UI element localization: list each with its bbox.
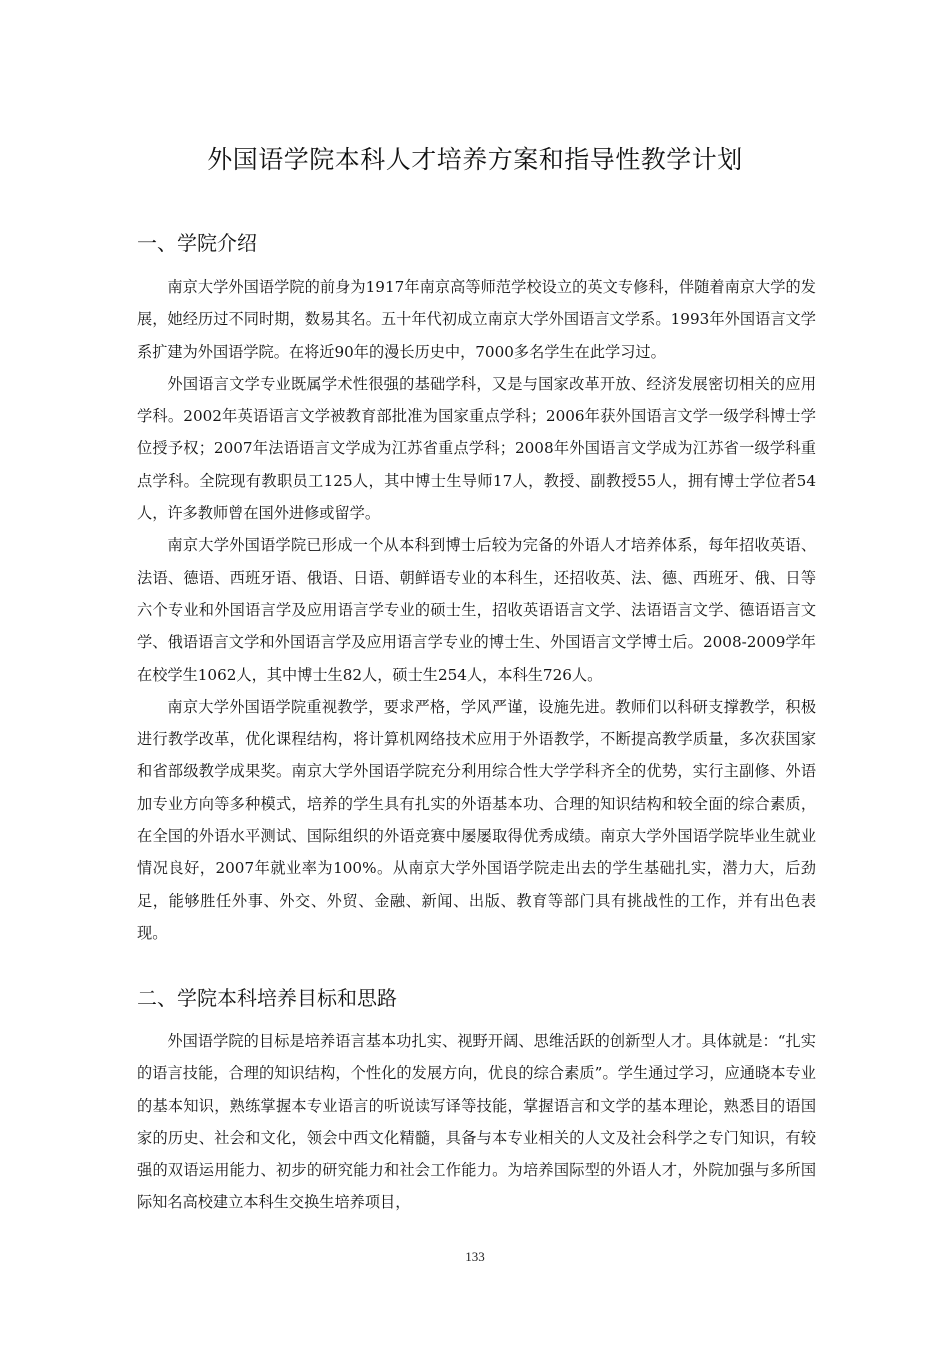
section-body-college-intro bbox=[137, 271, 816, 949]
section-body-training-goals bbox=[137, 1025, 816, 1219]
section-heading-training-goals: 二、学院本科培养目标和思路 bbox=[137, 986, 397, 1010]
section-heading-college-intro: 一、学院介绍 bbox=[137, 231, 257, 255]
paragraph: 外国语学院的目标是培养语言基本功扎实、视野开阔、思维活跃的创新型人才。具体就是：“扎实的语言技能，合理的知识结构，个性化的发展方向，优良的综合素质”。学生通过学习，应通晓本专业的基本知识，熟练掌握本专业语言的听说读写译等技能，掌握语言和文学的基本理论，熟悉目的语国家的历史、社会和文化，领会中西文化精髓，具备与本专业相关的人文及社会科学之专门知识，有较强的双语运用能力、初步的研究能力和社会工作能力。为培养国际型的外语人才，外院加强与多所国际知名高校建立本科生交换生培养项目， bbox=[137, 1032, 816, 1212]
paragraph: 南京大学外国语学院的前身为1917年南京高等师范学校设立的英文专修科，伴随着南京大学的发展，她经历过不同时期，数易其名。五十年代初成立南京大学外国语言文学系。1993年外国语言文学系扩建为外国语学院。在将近90年的漫长历史中，7000多名学生在此学习过。 bbox=[137, 278, 816, 361]
paragraph: 南京大学外国语学院重视教学，要求严格，学风严谨，设施先进。教师们以科研支撑教学，积极进行教学改革，优化课程结构，将计算机网络技术应用于外语教学，不断提高教学质量，多次获国家和省部级教学成果奖。南京大学外国语学院充分利用综合性大学学科齐全的优势，实行主副修、外语加专业方向等多种模式，培养的学生具有扎实的外语基本功、合理的知识结构和较全面的综合素质，在全国的外语水平测试、国际组织的外语竞赛中屡屡取得优秀成绩。南京大学外国语学院毕业生就业情况良好，2007年就业率为100%。从南京大学外国语学院走出去的学生基础扎实，潜力大，后劲足，能够胜任外事、外交、外贸、金融、新闻、出版、教育等部门具有挑战性的工作，并有出色表现。 bbox=[137, 697, 816, 942]
paragraph: 外国语言文学专业既属学术性很强的基础学科，又是与国家改革开放、经济发展密切相关的应用学科。2002年英语语言文学被教育部批准为国家重点学科；2006年获外国语言文学一级学科博士学位授予权；2007年法语语言文学成为江苏省重点学科；2008年外国语言文学成为江苏省一级学科重点学科。全院现有教职员工125人，其中博士生导师17人，教授、副教授55人，拥有博士学位者54人，许多教师曾在国外进修或留学。 bbox=[137, 374, 816, 523]
page-title: 外国语学院本科人才培养方案和指导性教学计划 bbox=[207, 145, 743, 174]
paragraph: 南京大学外国语学院已形成一个从本科到博士后较为完备的外语人才培养体系，每年招收英语、法语、德语、西班牙语、俄语、日语、朝鲜语专业的本科生，还招收英、法、德、西班牙、俄、日等六个专业和外国语言学及应用语言学专业的硕士生，招收英语语言文学、法语语言文学、德语语言文学、俄语语言文学和外国语言学及应用语言学专业的博士生、外国语言文学博士后。2008-2009学年在校学生1062人，其中博士生82人，硕士生254人，本科生726人。 bbox=[137, 536, 816, 684]
page-number: 133 bbox=[465, 1249, 485, 1264]
